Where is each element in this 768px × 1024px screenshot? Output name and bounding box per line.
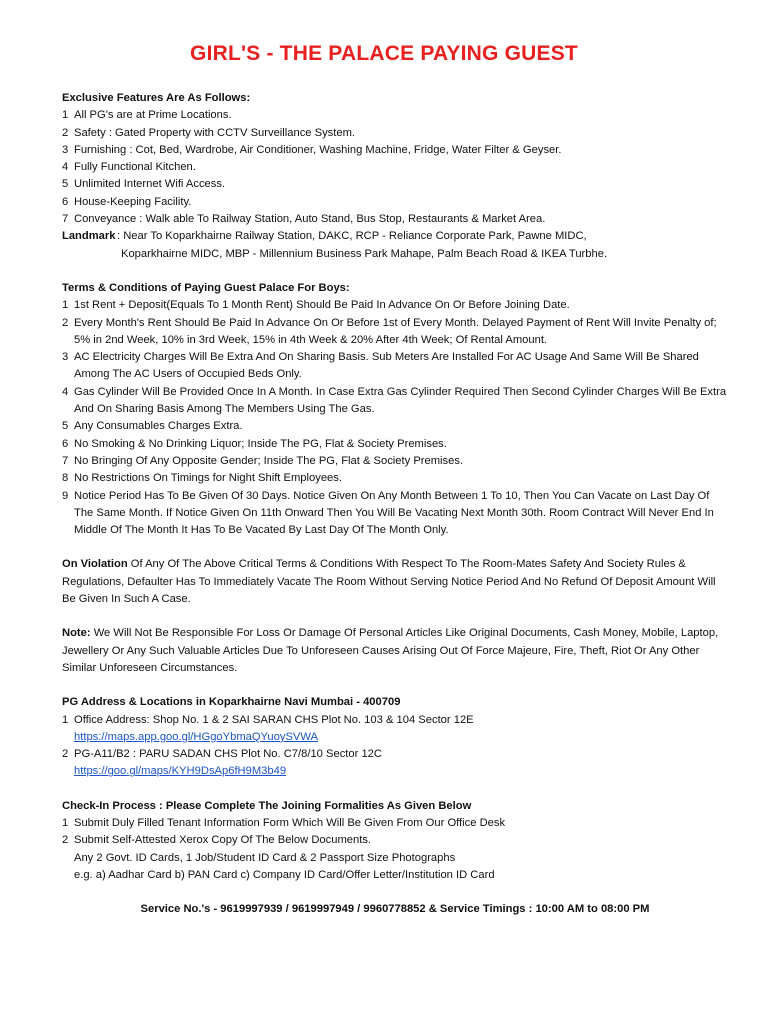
features-heading: Exclusive Features Are As Follows: [62, 92, 251, 104]
item-text: Gas Cylinder Will Be Provided Once In A Month. In Case Extra Gas Cylinder Required Then Second Cylinder Charges Will Be Extra And On Sharing Basis Among The Members Using The Gas. [74, 385, 727, 416]
item-number: 4 [62, 161, 69, 174]
item-number: 1 [62, 816, 69, 829]
violation-text: Of Any Of The Above Critical Terms & Conditions With Respect To The Room-Mates Safety And Society Rules & Regulations, Defaulter Has To Immediately Vacate The Room Without Serving Notice Period And No Refund Of Deposit Amount Will Be Given In Such A Case. [62, 558, 716, 606]
item-text: Unlimited Internet Wifi Access. [74, 178, 226, 191]
item-number: 5 [62, 178, 69, 191]
list-item [62, 436, 728, 453]
item-number: 5 [62, 420, 69, 433]
list-item [62, 125, 728, 142]
list-item [62, 815, 728, 832]
item-text: AC Electricity Charges Will Be Extra And On Sharing Basis. Sub Meters Are Installed For AC Usage And Same Will Be Shared Among The AC Users of Occupied Beds Only. [74, 351, 699, 381]
item-number: 2 [62, 126, 69, 139]
item-text: Fully Functional Kitchen. [74, 161, 196, 174]
list-item [62, 176, 728, 193]
list-item [62, 211, 728, 228]
list-item [62, 142, 728, 159]
landmark-block [62, 228, 728, 263]
item-text: Submit Self-Attested Xerox Copy Of The Below Documents. [74, 834, 372, 847]
terms-section [62, 280, 728, 539]
list-item [62, 418, 728, 435]
item-text: No Bringing Of Any Opposite Gender; Inside The PG, Flat & Society Premises. [74, 454, 464, 467]
checkin-sub-2: e.g. a) Aadhar Card b) PAN Card c) Company ID Card/Offer Letter/Institution ID Card [74, 868, 495, 881]
violation-section [62, 556, 728, 608]
landmark-line-2: Koparkhairne MIDC, MBP - Millennium Business Park Mahape, Palm Beach Road & IKEA Turbhe. [121, 247, 608, 260]
item-number: 1 [62, 713, 69, 726]
list-item [62, 349, 728, 384]
item-text: Safety : Gated Property with CCTV Surveillance System. [74, 126, 356, 139]
service-footer: Service No.'s - 9619997939 / 9619997949 / 9960778852 & Service Timings : 10:00 AM to 08:00 PM [140, 903, 650, 916]
item-text: Office Address: Shop No. 1 & 2 SAI SARAN CHS Plot No. 103 & 104 Sector 12E [74, 713, 474, 726]
item-number: 2 [62, 316, 69, 329]
list-item [62, 315, 728, 350]
features-list [62, 107, 728, 228]
office-map-link[interactable]: https://maps.app.goo.gl/HGgoYbmaQYuoySVWA [74, 730, 318, 743]
landmark-line-1: : Near To Koparkhairne Railway Station, DAKC, RCP - Reliance Corporate Park, Pawne MIDC, [117, 230, 587, 243]
item-text: Any Consumables Charges Extra. [74, 420, 243, 433]
item-text: All PG's are at Prime Locations. [74, 109, 232, 122]
item-text: No Restrictions On Timings for Night Shift Employees. [74, 472, 342, 485]
list-item [62, 488, 728, 540]
item-number: 2 [62, 834, 69, 847]
list-item [62, 159, 728, 176]
item-number: 7 [62, 454, 69, 467]
item-number: 6 [62, 437, 69, 450]
item-text: 1st Rent + Deposit(Equals To 1 Month Rent) Should Be Paid In Advance On Or Before Joining Date. [74, 299, 570, 312]
list-item [62, 832, 728, 849]
address-list-2 [62, 746, 728, 763]
list-item [62, 712, 728, 729]
terms-heading: Terms & Conditions of Paying Guest Palace For Boys: [62, 281, 350, 294]
item-number: 8 [62, 472, 69, 485]
list-item [62, 470, 728, 487]
item-text: Conveyance : Walk able To Railway Station, Auto Stand, Bus Stop, Restaurants & Market Area. [74, 213, 546, 226]
address-section [62, 694, 728, 780]
note-text: We Will Not Be Responsible For Loss Or Damage Of Personal Articles Like Original Documents, Cash Money, Mobile, Laptop, Jewellery Or Any Such Valuable Articles Due To Unforeseen Causes Arising Out Of Force Majeure, Fire, Theft, Riot Or Any Other Similar Unforeseen Circumstances. [62, 627, 719, 674]
violation-paragraph [62, 556, 728, 608]
item-text: Furnishing : Cot, Bed, Wardrobe, Air Conditioner, Washing Machine, Fridge, Water Filter & Geyser. [74, 143, 562, 156]
list-item [62, 384, 728, 419]
list-item [62, 107, 728, 124]
item-number: 3 [62, 143, 69, 156]
list-item [62, 194, 728, 211]
pg-map-link[interactable]: https://goo.gl/maps/KYH9DsAp6fH9M3b49 [74, 765, 287, 778]
features-section [62, 90, 728, 263]
list-item [62, 297, 728, 314]
violation-lead: On Violation [62, 558, 128, 571]
checkin-sub-1: Any 2 Govt. ID Cards, 1 Job/Student ID Card & 2 Passport Size Photographs [74, 851, 456, 864]
page-title: GIRL'S - THE PALACE PAYING GUEST [190, 42, 578, 65]
item-number: 6 [62, 195, 69, 208]
checkin-heading: Check-In Process : Please Complete The Joining Formalities As Given Below [62, 799, 472, 812]
item-number: 1 [62, 299, 69, 312]
landmark-label: Landmark [62, 230, 116, 243]
item-text: Notice Period Has To Be Given Of 30 Days. Notice Given On Any Month Between 1 To 10, Then You Can Vacate on Last Day Of The Same Month. If Notice Given On 11th Onward Then You Will Be Vacating Next Month 30th. Room Contract Will Never End In Middle Of The Month It Has To Be Vacated By Last Day Of The Month Only. [74, 489, 714, 537]
item-text: House-Keeping Facility. [74, 195, 192, 208]
footer-section [62, 901, 728, 918]
item-number: 3 [62, 351, 69, 364]
checkin-section [62, 798, 728, 884]
address-list [62, 712, 728, 729]
item-number: 9 [62, 489, 69, 502]
checkin-list [62, 815, 728, 850]
item-text: Submit Duly Filled Tenant Information Form Which Will Be Given From Our Office Desk [74, 816, 506, 829]
address-heading: PG Address & Locations in Koparkhairne Navi Mumbai - 400709 [62, 696, 401, 709]
note-lead: Note: [62, 627, 91, 640]
list-item [62, 453, 728, 470]
item-number: 4 [62, 385, 69, 398]
list-item [62, 746, 728, 763]
item-text: No Smoking & No Drinking Liquor; Inside The PG, Flat & Society Premises. [74, 437, 447, 450]
note-section [62, 625, 728, 677]
note-paragraph [62, 625, 728, 677]
item-text: PG-A11/B2 : PARU SADAN CHS Plot No. C7/8/10 Sector 12C [74, 748, 382, 761]
terms-list [62, 297, 728, 539]
item-number: 7 [62, 213, 69, 226]
item-number: 2 [62, 748, 69, 761]
item-number: 1 [62, 109, 69, 122]
item-text: Every Month's Rent Should Be Paid In Advance On Or Before 1st of Every Month. Delayed Payment of Rent Will Invite Penalty of; 5% in 2nd Week, 10% in 3rd Week, 15% in 4th Week & 20% After 4th Week; Of Rental Amount. [74, 316, 717, 346]
